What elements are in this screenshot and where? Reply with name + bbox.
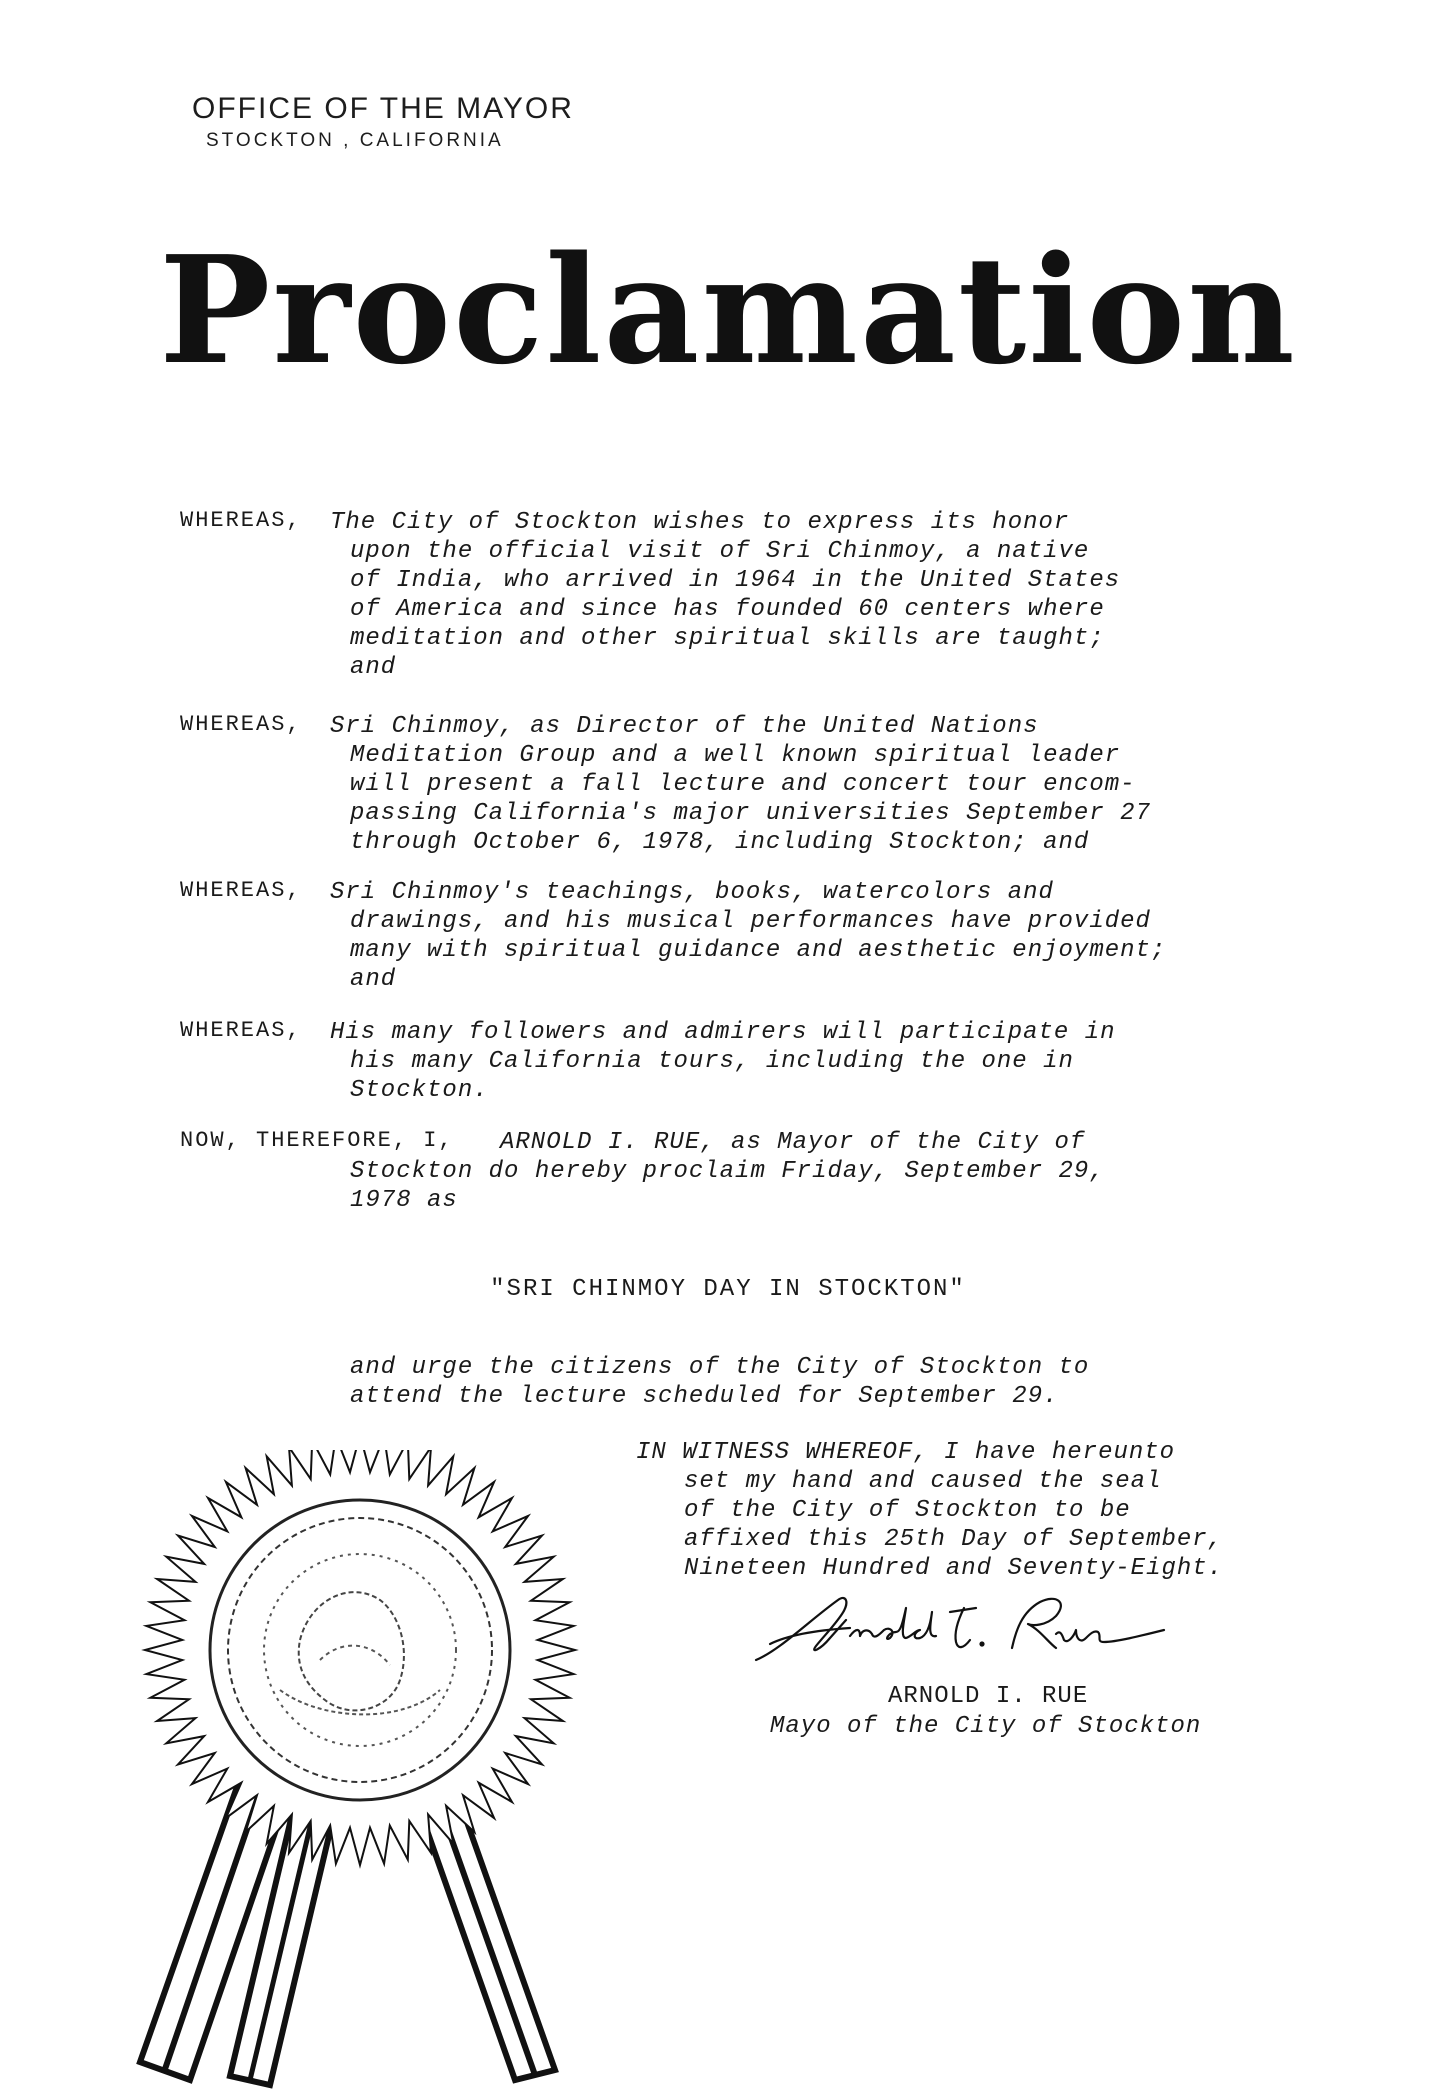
- clause-line: of America and since has founded 60 centers where: [350, 596, 1105, 623]
- clause-line: drawings, and his musical performances have provided: [350, 908, 1151, 935]
- clause-line: of India, who arrived in 1964 in the United States: [350, 567, 1121, 594]
- clause-line: ARNOLD I. RUE, as Mayor of the City of: [500, 1129, 1086, 1156]
- document-title: Proclamation: [159, 223, 1297, 397]
- whereas-clause-4: [180, 1018, 1250, 1105]
- urge-paragraph: [350, 1353, 1089, 1411]
- clause-label: WHEREAS,: [180, 712, 302, 737]
- letterhead: [192, 92, 574, 152]
- witness-line: Nineteen Hundred and Seventy-Eight.: [684, 1555, 1224, 1582]
- clause-line: through October 6, 1978, including Stockton; and: [350, 829, 1090, 856]
- clause-label: WHEREAS,: [180, 508, 302, 533]
- clause-line: will present a fall lecture and concert tour encom-: [350, 771, 1136, 798]
- mayor-signature: [750, 1590, 1170, 1670]
- witness-line: of the City of Stockton to be: [684, 1497, 1131, 1524]
- clause-line: His many followers and admirers will participate in: [330, 1019, 1116, 1046]
- clause-line: Stockton.: [350, 1077, 489, 1104]
- witness-line: set my hand and caused the seal: [684, 1468, 1162, 1495]
- clause-line: and: [350, 966, 397, 993]
- clause-line: his many California tours, including the one in: [350, 1048, 1074, 1075]
- whereas-clause-3: [180, 878, 1250, 994]
- clause-line: many with spiritual guidance and aesthetic enjoyment;: [350, 937, 1167, 964]
- signer-title: Mayo of the City of Stockton: [770, 1713, 1202, 1740]
- proclaimed-day: "SRI CHINMOY DAY IN STOCKTON": [490, 1276, 966, 1303]
- clause-label: NOW, THEREFORE, I,: [180, 1128, 454, 1153]
- witness-line: IN WITNESS WHEREOF, I have hereunto: [636, 1439, 1176, 1466]
- clause-label: WHEREAS,: [180, 1018, 302, 1043]
- city-seal: [100, 1450, 600, 2090]
- clause-line: meditation and other spiritual skills are taught;: [350, 625, 1105, 652]
- witness-line: affixed this 25th Day of September,: [684, 1526, 1224, 1553]
- office-city: STOCKTON , CALIFORNIA: [206, 130, 504, 151]
- urge-line: attend the lecture scheduled for September 29.: [350, 1383, 1059, 1410]
- signer-block: [770, 1682, 1201, 1742]
- whereas-clause-1: [180, 508, 1250, 682]
- clause-line: The City of Stockton wishes to express its honor: [330, 509, 1070, 536]
- signer-name: ARNOLD I. RUE: [888, 1683, 1089, 1710]
- clause-line: upon the official visit of Sri Chinmoy, a native: [350, 538, 1090, 565]
- clause-line: Meditation Group and a well known spiritual leader: [350, 742, 1121, 769]
- urge-line: and urge the citizens of the City of Stockton to: [350, 1354, 1090, 1381]
- clause-line: passing California's major universities September 27: [350, 800, 1151, 827]
- clause-line: 1978 as: [350, 1187, 458, 1214]
- clause-label: WHEREAS,: [180, 878, 302, 903]
- seal-emblem: [210, 1500, 510, 1800]
- now-therefore-clause: [180, 1128, 1250, 1215]
- clause-line: Stockton do hereby proclaim Friday, September 29,: [350, 1158, 1105, 1185]
- clause-line: and: [350, 654, 397, 681]
- clause-line: Sri Chinmoy, as Director of the United Nations: [330, 713, 1039, 740]
- clause-line: Sri Chinmoy's teachings, books, watercolors and: [330, 879, 1054, 906]
- office-title: OFFICE OF THE MAYOR: [192, 92, 574, 125]
- whereas-clause-2: [180, 712, 1250, 857]
- witness-paragraph: [636, 1438, 1223, 1583]
